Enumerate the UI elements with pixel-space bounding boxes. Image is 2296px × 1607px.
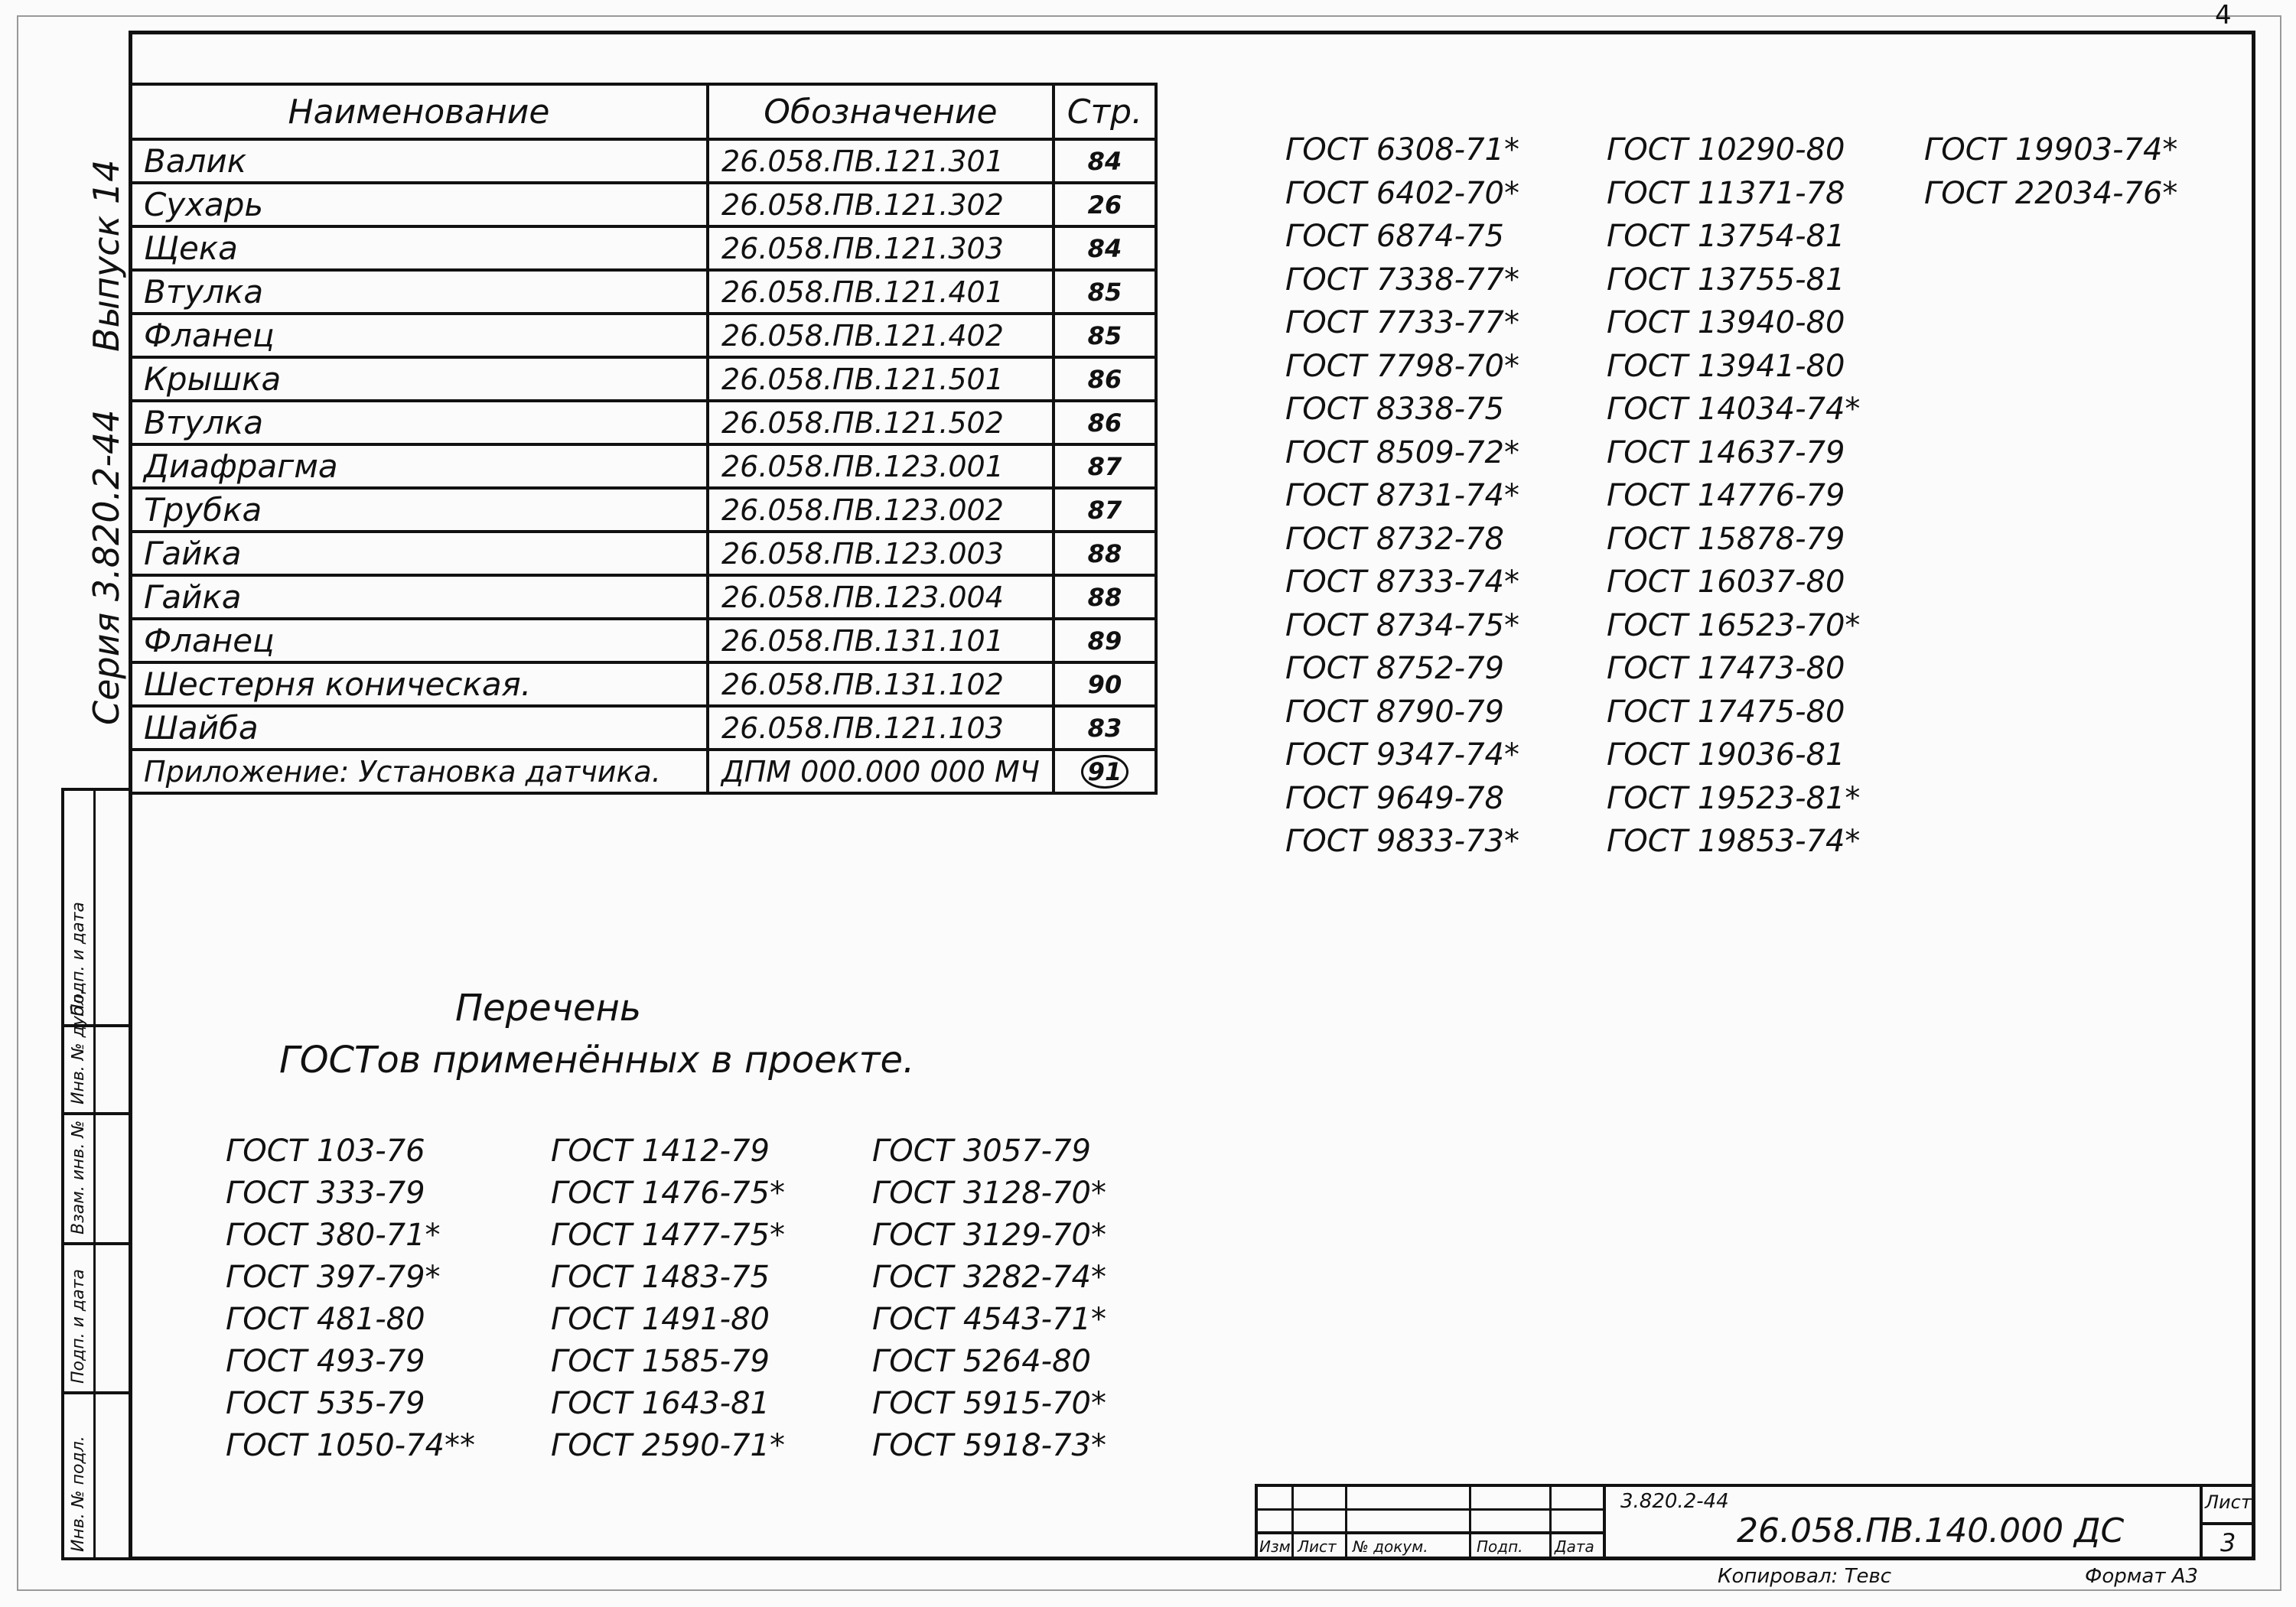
part-page: 89 (1054, 619, 1156, 662)
gost-item: ГОСТ 8338-75 (1285, 392, 1504, 427)
part-name: Валик (130, 139, 708, 183)
gost-item: ГОСТ 9649-78 (1285, 780, 1504, 816)
part-designation: ДПМ 000.000 000 МЧ (708, 750, 1054, 793)
gost-item: ГОСТ 3057-79 (872, 1134, 1091, 1169)
header-designation: Обозначение (708, 84, 1054, 139)
part-page: 90 (1054, 662, 1156, 706)
table-row (130, 401, 1156, 444)
gost-column-6 (1924, 128, 2177, 215)
gost-item: ГОСТ 5918-73* (872, 1428, 1106, 1463)
gost-item: ГОСТ 1491-80 (551, 1302, 770, 1337)
tb-document-code: 26.058.ПВ.140.000 ДС (1737, 1511, 2125, 1550)
part-designation: 26.058.ПВ.121.402 (708, 314, 1054, 357)
gost-item: ГОСТ 8509-72* (1285, 434, 1519, 470)
parts-table (129, 83, 1158, 795)
sheet-format: Формат А3 (2085, 1565, 2199, 1588)
gost-item: ГОСТ 535-79 (226, 1386, 425, 1421)
gost-item: ГОСТ 7733-77* (1285, 305, 1519, 340)
tb-sheet-sep (2200, 1522, 2255, 1525)
part-designation: 26.058.ПВ.131.102 (708, 662, 1054, 706)
part-name: Втулка (130, 401, 708, 444)
part-designation: 26.058.ПВ.121.302 (708, 183, 1054, 226)
gost-item: ГОСТ 14637-79 (1607, 434, 1845, 470)
gost-item: ГОСТ 1477-75* (551, 1218, 785, 1253)
part-page: 87 (1054, 444, 1156, 488)
gost-column-2 (551, 1130, 785, 1467)
gost-column-1 (226, 1130, 475, 1467)
table-row (130, 662, 1156, 706)
gost-item: ГОСТ 1476-75* (551, 1176, 785, 1211)
gost-item: ГОСТ 17475-80 (1607, 694, 1845, 730)
gost-item: ГОСТ 22034-76* (1924, 175, 2178, 211)
tb-border-top (1255, 1484, 2255, 1487)
table-row (130, 270, 1156, 314)
gost-item: ГОСТ 8731-74* (1285, 478, 1519, 513)
part-name: Шайба (130, 706, 708, 750)
part-designation: 26.058.ПВ.121.502 (708, 401, 1054, 444)
title-block (1255, 1484, 2255, 1560)
gost-item: ГОСТ 10290-80 (1607, 132, 1845, 168)
tb-border-left (1255, 1484, 1258, 1560)
part-name: Диафрагма (130, 444, 708, 488)
part-page: 85 (1054, 270, 1156, 314)
stamp-separator (64, 1391, 129, 1394)
tb-header-date: Дата (1555, 1537, 1594, 1556)
gost-item: ГОСТ 481-80 (226, 1302, 425, 1337)
gost-item: ГОСТ 6874-75 (1285, 219, 1504, 254)
tb-divider-main (1603, 1484, 1606, 1560)
gost-item: ГОСТ 7338-77* (1285, 262, 1519, 298)
part-designation: 26.058.ПВ.123.004 (708, 575, 1054, 619)
header-name: Наименование (130, 84, 708, 139)
gost-item: ГОСТ 380-71* (226, 1218, 441, 1253)
gost-item: ГОСТ 16523-70* (1607, 607, 1861, 643)
stamp-label: Инв. № подл. (69, 1436, 88, 1552)
part-page: 84 (1054, 139, 1156, 183)
gost-item: ГОСТ 8790-79 (1285, 694, 1504, 730)
table-row (130, 357, 1156, 401)
table-row (130, 750, 1156, 793)
tb-header-sign: Подп. (1477, 1537, 1523, 1556)
part-page: 83 (1054, 706, 1156, 750)
series-label: Серия 3.820.2-44 (86, 409, 127, 725)
table-row (130, 183, 1156, 226)
gost-item: ГОСТ 1412-79 (551, 1134, 770, 1169)
gost-item: ГОСТ 13754-81 (1607, 219, 1845, 254)
gost-item: ГОСТ 493-79 (226, 1344, 425, 1379)
gost-item: ГОСТ 7798-70* (1285, 348, 1519, 384)
gost-item: ГОСТ 8732-78 (1285, 521, 1504, 557)
table-row (130, 706, 1156, 750)
gost-item: ГОСТ 4543-71* (872, 1302, 1106, 1337)
gost-list-title: Перечень (455, 987, 642, 1030)
tb-col-line (1469, 1484, 1471, 1560)
part-name: Гайка (130, 532, 708, 575)
tb-col-line (1549, 1484, 1552, 1560)
part-name: Крышка (130, 357, 708, 401)
table-header-row (130, 84, 1156, 139)
tb-header-izm: Изм. (1259, 1537, 1296, 1556)
gost-item: ГОСТ 3128-70* (872, 1176, 1106, 1211)
part-name: Фланец (130, 314, 708, 357)
part-page: 88 (1054, 575, 1156, 619)
gost-item: ГОСТ 1643-81 (551, 1386, 770, 1421)
gost-item: ГОСТ 8734-75* (1285, 607, 1519, 643)
tb-series-code: 3.820.2-44 (1620, 1490, 1729, 1513)
table-row (130, 488, 1156, 532)
gost-item: ГОСТ 8733-74* (1285, 564, 1519, 600)
circled-page-number: 91 (1081, 755, 1129, 789)
stamp-label: Инв. № дубл. (69, 989, 88, 1104)
part-name: Приложение: Установка датчика. (130, 750, 708, 793)
header-page: Стр. (1054, 84, 1156, 139)
part-designation: 26.058.ПВ.131.101 (708, 619, 1054, 662)
part-designation: 26.058.ПВ.121.103 (708, 706, 1054, 750)
gost-item: ГОСТ 6402-70* (1285, 175, 1519, 211)
stamp-separator (64, 1112, 129, 1115)
part-designation: 26.058.ПВ.121.303 (708, 226, 1054, 270)
gost-item: ГОСТ 16037-80 (1607, 564, 1845, 600)
part-page: 85 (1054, 314, 1156, 357)
copied-by: Копировал: Тевс (1718, 1565, 1892, 1588)
part-page: 26 (1054, 183, 1156, 226)
part-name: Шестерня коническая. (130, 662, 708, 706)
gost-item: ГОСТ 14776-79 (1607, 478, 1845, 513)
part-designation: 26.058.ПВ.121.401 (708, 270, 1054, 314)
gost-column-3 (872, 1130, 1106, 1467)
gost-item: ГОСТ 9833-73* (1285, 824, 1519, 859)
part-name: Сухарь (130, 183, 708, 226)
gost-item: ГОСТ 14034-74* (1607, 392, 1861, 427)
gost-item: ГОСТ 3129-70* (872, 1218, 1106, 1253)
part-page: 88 (1054, 532, 1156, 575)
table-row (130, 444, 1156, 488)
part-designation: 26.058.ПВ.123.003 (708, 532, 1054, 575)
table-row (130, 532, 1156, 575)
part-name: Щека (130, 226, 708, 270)
part-name: Гайка (130, 575, 708, 619)
tb-header-list: Лист (1298, 1537, 1337, 1556)
gost-item: ГОСТ 6308-71* (1285, 132, 1519, 168)
gost-item: ГОСТ 13940-80 (1607, 305, 1845, 340)
gost-item: ГОСТ 103-76 (226, 1134, 425, 1169)
gost-item: ГОСТ 333-79 (226, 1176, 425, 1211)
left-stamp-column (61, 788, 132, 1560)
gost-item: ГОСТ 1050-74** (226, 1428, 475, 1463)
gost-item: ГОСТ 9347-74* (1285, 737, 1519, 773)
gost-item: ГОСТ 2590-71* (551, 1428, 785, 1463)
part-page: 86 (1054, 401, 1156, 444)
gost-item: ГОСТ 3282-74* (872, 1260, 1106, 1295)
gost-column-5 (1607, 128, 1860, 864)
gost-column-4 (1285, 128, 1519, 864)
table-row (130, 575, 1156, 619)
gost-item: ГОСТ 1483-75 (551, 1260, 770, 1295)
stamp-separator (64, 1242, 129, 1245)
part-designation: 26.058.ПВ.123.001 (708, 444, 1054, 488)
stamp-divider (93, 791, 96, 1557)
gost-item: ГОСТ 11371-78 (1607, 175, 1845, 211)
part-page-circled (1054, 750, 1156, 793)
tb-header-doc: № докум. (1353, 1537, 1428, 1556)
gost-item: ГОСТ 5264-80 (872, 1344, 1091, 1379)
gost-item: ГОСТ 397-79* (226, 1260, 441, 1295)
table-row (130, 619, 1156, 662)
table-row (130, 314, 1156, 357)
table-row (130, 139, 1156, 183)
gost-item: ГОСТ 19523-81* (1607, 780, 1861, 816)
tb-col-line (1345, 1484, 1347, 1560)
issue-label: Выпуск 14 (86, 159, 127, 352)
gost-item: ГОСТ 19903-74* (1924, 132, 2178, 168)
gost-item: ГОСТ 13755-81 (1607, 262, 1845, 298)
part-designation: 26.058.ПВ.123.002 (708, 488, 1054, 532)
part-name: Фланец (130, 619, 708, 662)
part-designation: 26.058.ПВ.121.501 (708, 357, 1054, 401)
part-page: 86 (1054, 357, 1156, 401)
stamp-label: Подп. и дата (69, 1269, 88, 1384)
page-corner-number: 4 (2215, 0, 2232, 31)
gost-item: ГОСТ 19036-81 (1607, 737, 1845, 773)
part-page: 87 (1054, 488, 1156, 532)
part-name: Трубка (130, 488, 708, 532)
gost-item: ГОСТ 15878-79 (1607, 521, 1845, 557)
gost-list-subtitle: ГОСТов применённых в проекте. (279, 1039, 915, 1082)
gost-item: ГОСТ 1585-79 (551, 1344, 770, 1379)
stamp-label: Взам. инв. № (69, 1120, 88, 1235)
gost-item: ГОСТ 13941-80 (1607, 348, 1845, 384)
gost-item: ГОСТ 17473-80 (1607, 651, 1845, 686)
tb-sheet-label: Лист (2205, 1492, 2252, 1513)
gost-item: ГОСТ 5915-70* (872, 1386, 1106, 1421)
part-page: 84 (1054, 226, 1156, 270)
gost-item: ГОСТ 8752-79 (1285, 651, 1504, 686)
part-name: Втулка (130, 270, 708, 314)
part-designation: 26.058.ПВ.121.301 (708, 139, 1054, 183)
stamp-label: Подп. и дата (69, 902, 88, 1017)
gost-item: ГОСТ 19853-74* (1607, 824, 1861, 859)
table-row (130, 226, 1156, 270)
tb-sheet-number: 3 (2220, 1528, 2236, 1557)
